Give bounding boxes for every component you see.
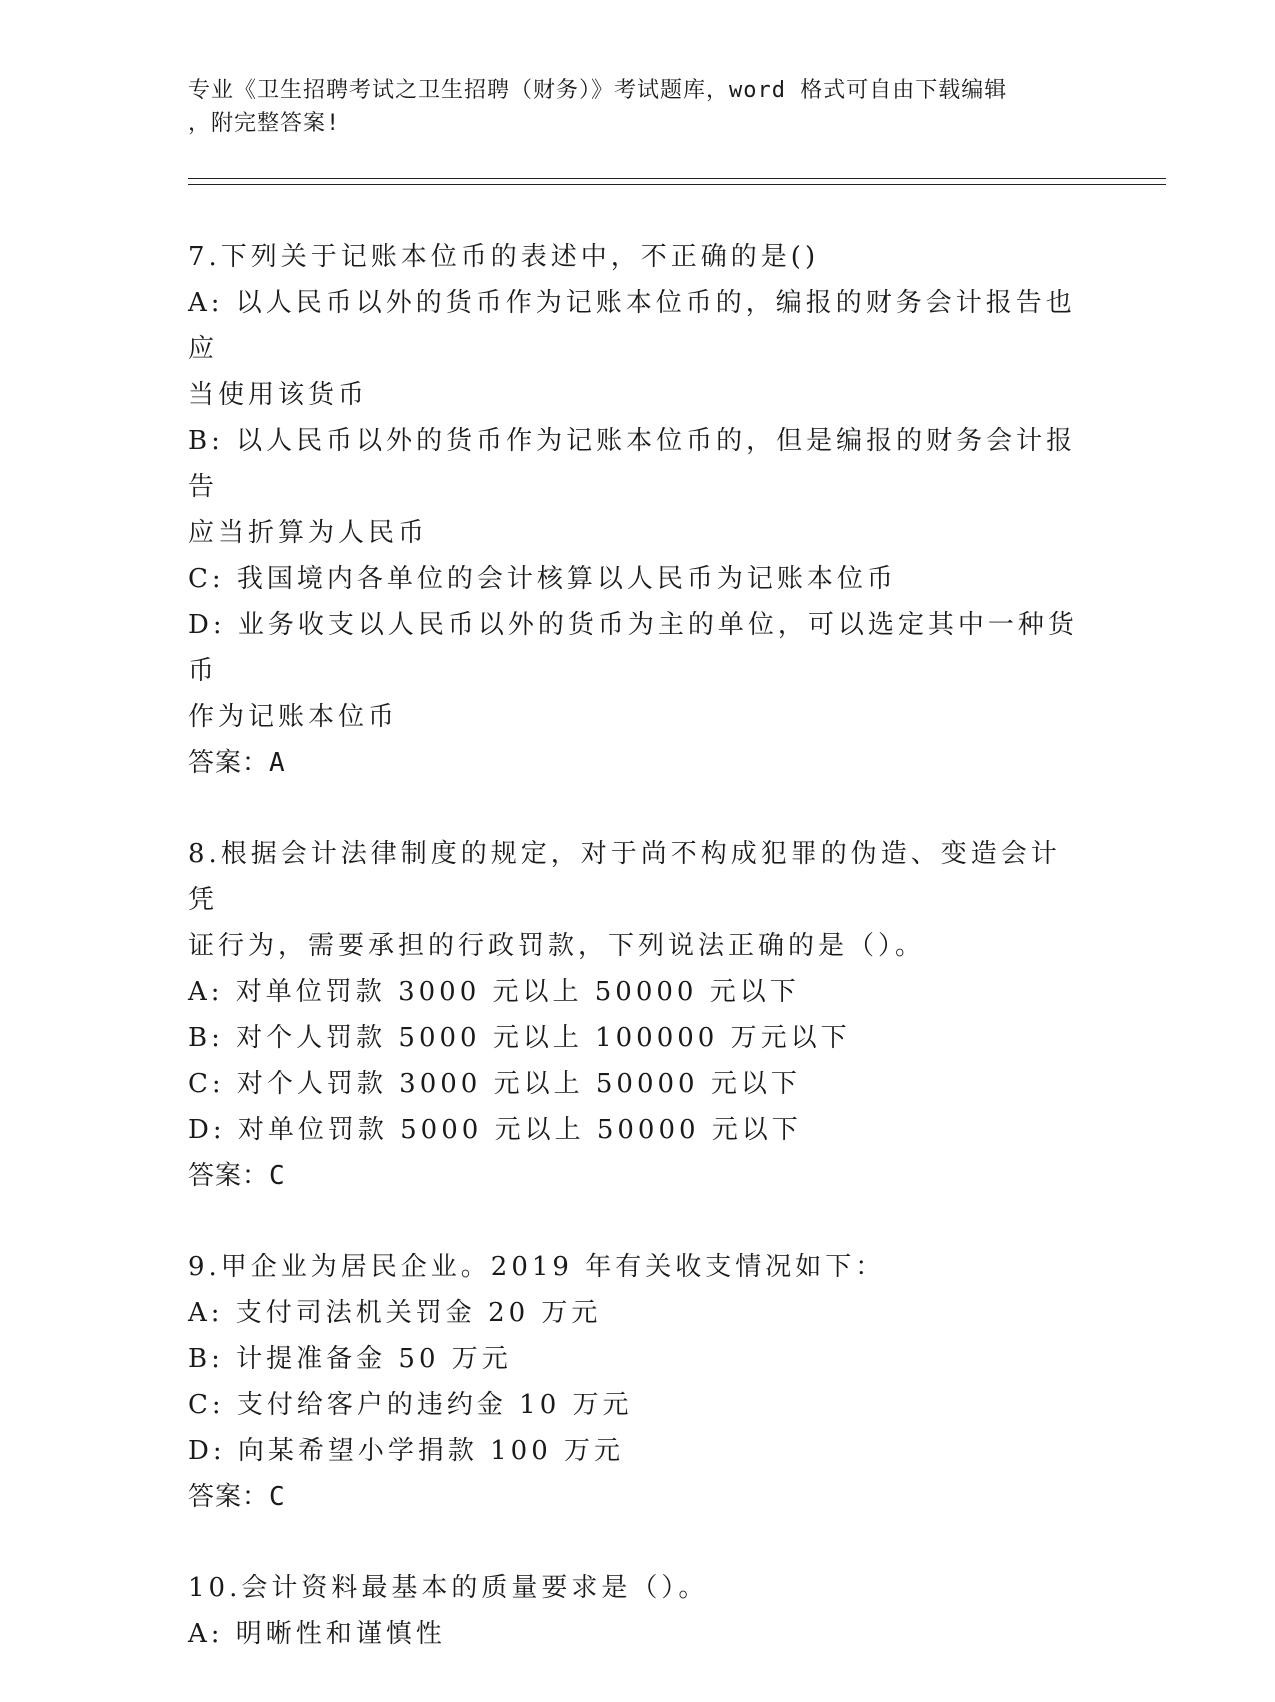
option-line: B: 对个人罚款 5000 元以上 100000 万元以下: [188, 1023, 851, 1053]
question-list: [188, 234, 1088, 1702]
option-line: A: 明晰性和谨慎性: [188, 1619, 446, 1649]
option-line: D: 业务收支以人民币以外的货币为主的单位，可以选定其中一种货币: [188, 610, 1078, 686]
header-line-2: ，附完整答案!: [188, 111, 341, 136]
option-line: 作为记账本位币: [188, 702, 399, 732]
question-stem-line: 10.会计资料最基本的质量要求是（）。: [188, 1573, 709, 1603]
question-block: [188, 831, 1088, 1199]
question-stem-line: 证行为，需要承担的行政罚款，下列说法正确的是（）。: [188, 931, 926, 961]
header-divider-top: [188, 178, 1166, 179]
question-block: [188, 234, 1088, 786]
option-line: A: 对单位罚款 3000 元以上 50000 元以下: [188, 977, 800, 1007]
answer-line: 答案：A: [188, 748, 286, 778]
question-block: [188, 1244, 1088, 1520]
option-line: 当使用该货币: [188, 380, 369, 410]
option-line: B: 计提准备金 50 万元: [188, 1344, 512, 1374]
answer-line: 答案：C: [188, 1482, 286, 1512]
option-line: 应当折算为人民币: [188, 518, 429, 548]
question-stem-line: 7.下列关于记账本位币的表述中，不正确的是(): [188, 242, 820, 272]
question-block: [188, 1565, 1088, 1657]
header-line-1: 专业《卫生招聘考试之卫生招聘（财务）》考试题库，word 格式可自由下载编辑: [188, 78, 1008, 103]
option-line: B: 以人民币以外的货币作为记账本位币的，但是编报的财务会计报告: [188, 426, 1077, 502]
header-divider-bottom: [188, 184, 1166, 185]
option-line: A: 以人民币以外的货币作为记账本位币的，编报的财务会计报告也应: [188, 288, 1076, 364]
option-line: D: 对单位罚款 5000 元以上 50000 元以下: [188, 1115, 802, 1145]
option-line: C: 对个人罚款 3000 元以上 50000 元以下: [188, 1069, 801, 1099]
option-line: C: 我国境内各单位的会计核算以人民币为记账本位币: [188, 564, 897, 594]
answer-line: 答案：C: [188, 1161, 286, 1191]
option-line: C: 支付给客户的违约金 10 万元: [188, 1390, 633, 1420]
option-line: A: 支付司法机关罚金 20 万元: [188, 1298, 602, 1328]
document-header: [188, 74, 1088, 140]
question-stem-line: 9.甲企业为居民企业。2019 年有关收支情况如下：: [188, 1252, 886, 1282]
option-line: D: 向某希望小学捐款 100 万元: [188, 1436, 625, 1466]
question-stem-line: 8.根据会计法律制度的规定，对于尚不构成犯罪的伪造、变造会计凭: [188, 839, 1061, 915]
